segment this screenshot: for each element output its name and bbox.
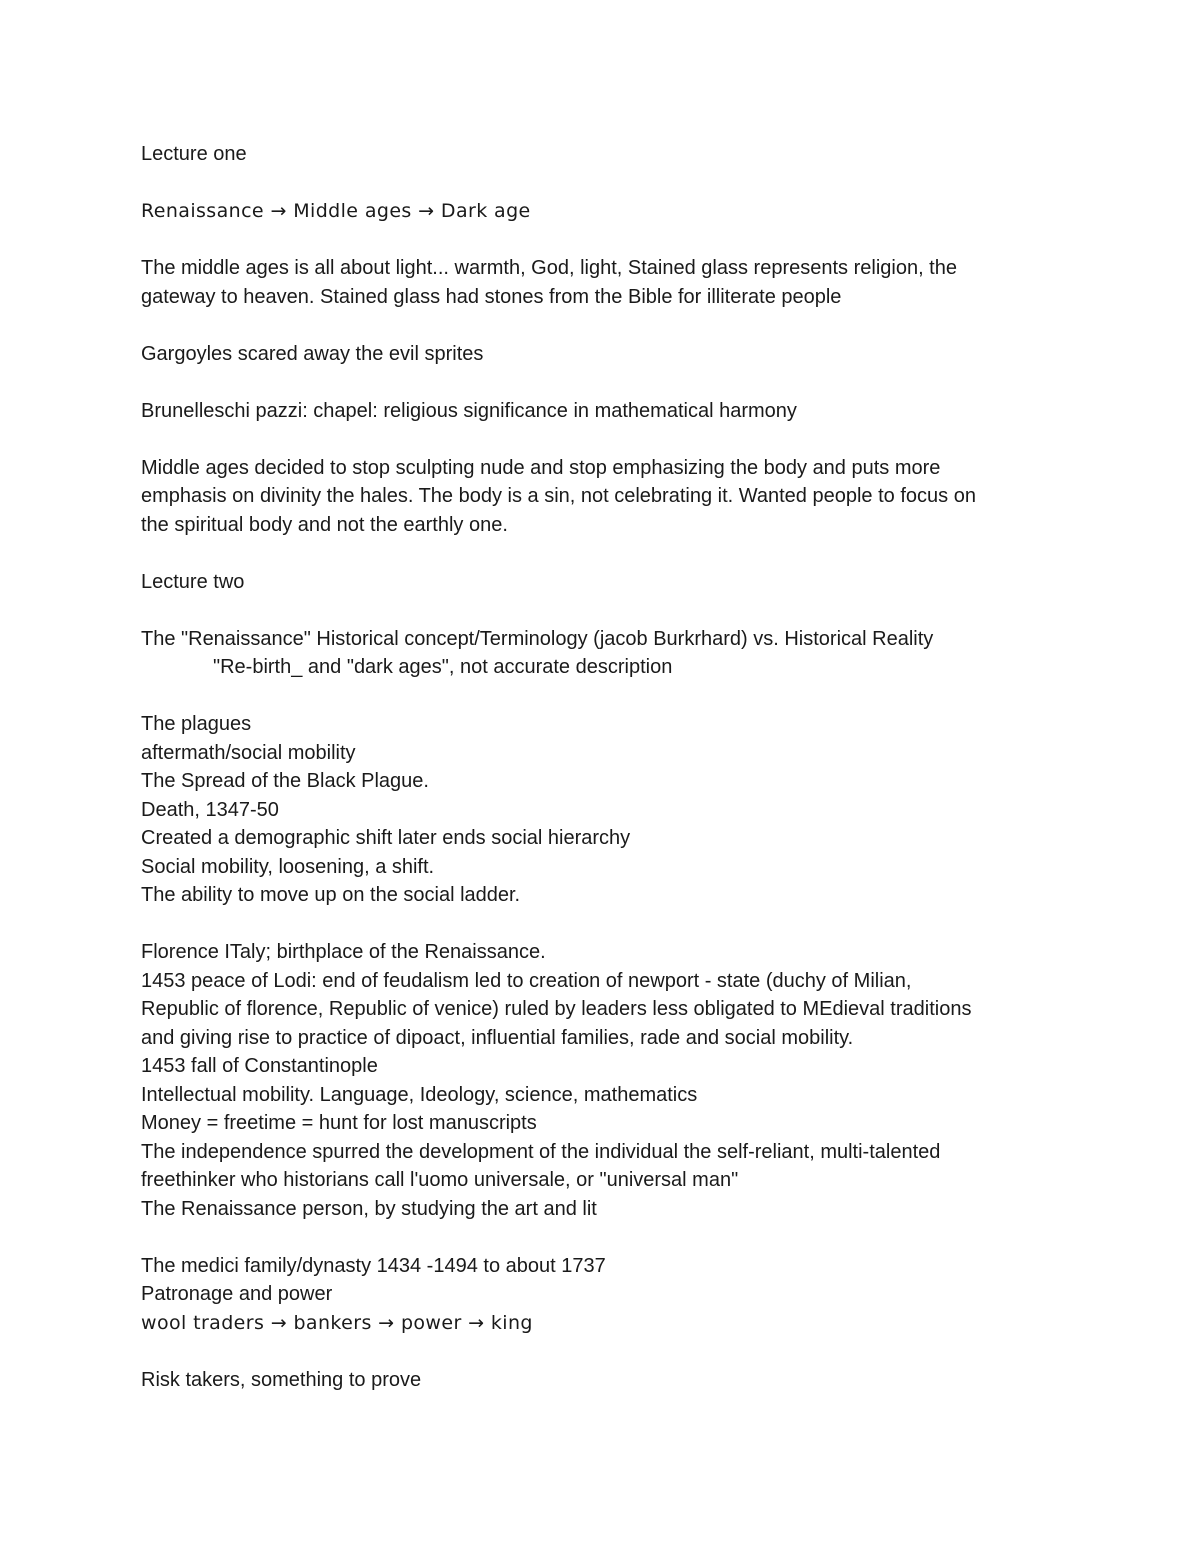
paragraph-line: Social mobility, loosening, a shift. <box>141 855 435 878</box>
blank-line <box>141 169 1061 198</box>
paragraph-line: the spiritual body and not the earthly one. <box>141 513 508 536</box>
blank-line <box>141 311 1061 340</box>
paragraph-line: Gargoyles scared away the evil sprites <box>141 342 484 365</box>
blank-line <box>141 682 1061 711</box>
blank-line <box>141 1337 1061 1366</box>
paragraph-line: Death, 1347-50 <box>141 798 279 821</box>
paragraph-line: Risk takers, something to prove <box>141 1368 422 1391</box>
blank-line <box>141 1223 1061 1252</box>
paragraph-line: gateway to heaven. Stained glass had stones from the Bible for illiterate people <box>141 285 842 308</box>
blank-line <box>141 226 1061 255</box>
heading-lecture-one: Lecture one <box>141 143 247 165</box>
blank-line <box>141 910 1061 939</box>
blank-line <box>141 425 1061 454</box>
paragraph-line: The medici family/dynasty 1434 -1494 to about 1737 <box>141 1254 606 1277</box>
paragraph-line: 1453 peace of Lodi: end of feudalism led to creation of newport - state (duchy of Milian, <box>141 969 912 992</box>
paragraph-line: emphasis on divinity the hales. The body is a sin, not celebrating it. Wanted people to focus on <box>141 485 976 507</box>
paragraph-line: The independence spurred the development of the individual the self-reliant, multi-talented <box>141 1140 941 1163</box>
paragraph-line: Intellectual mobility. Language, Ideology, science, mathematics <box>141 1083 698 1106</box>
timeline-line: wool traders → bankers → power → king <box>141 1311 533 1334</box>
paragraph-line: and giving rise to practice of dipoact, influential families, rade and social mobility. <box>141 1026 854 1049</box>
paragraph-line: Republic of florence, Republic of venice) ruled by leaders less obligated to MEdieval traditions <box>141 998 972 1020</box>
paragraph-line: aftermath/social mobility <box>141 741 356 764</box>
paragraph-line: The Spread of the Black Plague. <box>141 770 429 792</box>
paragraph-line: Patronage and power <box>141 1283 333 1305</box>
indented-line: "Re-birth_ and "dark ages", not accurate description <box>213 656 673 678</box>
paragraph-line: Money = freetime = hunt for lost manuscripts <box>141 1112 537 1134</box>
paragraph-line: 1453 fall of Constantinople <box>141 1055 378 1077</box>
paragraph-line: Created a demographic shift later ends social hierarchy <box>141 827 631 849</box>
blank-line <box>141 539 1061 568</box>
timeline-line: Renaissance → Middle ages → Dark age <box>141 200 531 222</box>
paragraph-line: The middle ages is all about light... warmth, God, light, Stained glass represents religion, the <box>141 257 957 279</box>
paragraph-line: Florence ITaly; birthplace of the Renaissance. <box>141 941 546 963</box>
document-page <box>141 140 1061 1394</box>
blank-line <box>141 368 1061 397</box>
paragraph-line: Brunelleschi pazzi: chapel: religious significance in mathematical harmony <box>141 399 797 422</box>
paragraph-line: The ability to move up on the social ladder. <box>141 884 521 906</box>
paragraph-line: The "Renaissance" Historical concept/Terminology (jacob Burkrhard) vs. Historical Reality <box>141 627 934 650</box>
blank-line <box>141 596 1061 625</box>
paragraph-line: The Renaissance person, by studying the art and lit <box>141 1197 597 1220</box>
paragraph-line: freethinker who historians call l'uomo universale, or "universal man" <box>141 1169 739 1191</box>
paragraph-line: The plagues <box>141 713 252 735</box>
heading-lecture-two: Lecture two <box>141 570 245 593</box>
paragraph-line: Middle ages decided to stop sculpting nude and stop emphasizing the body and puts more <box>141 456 941 479</box>
